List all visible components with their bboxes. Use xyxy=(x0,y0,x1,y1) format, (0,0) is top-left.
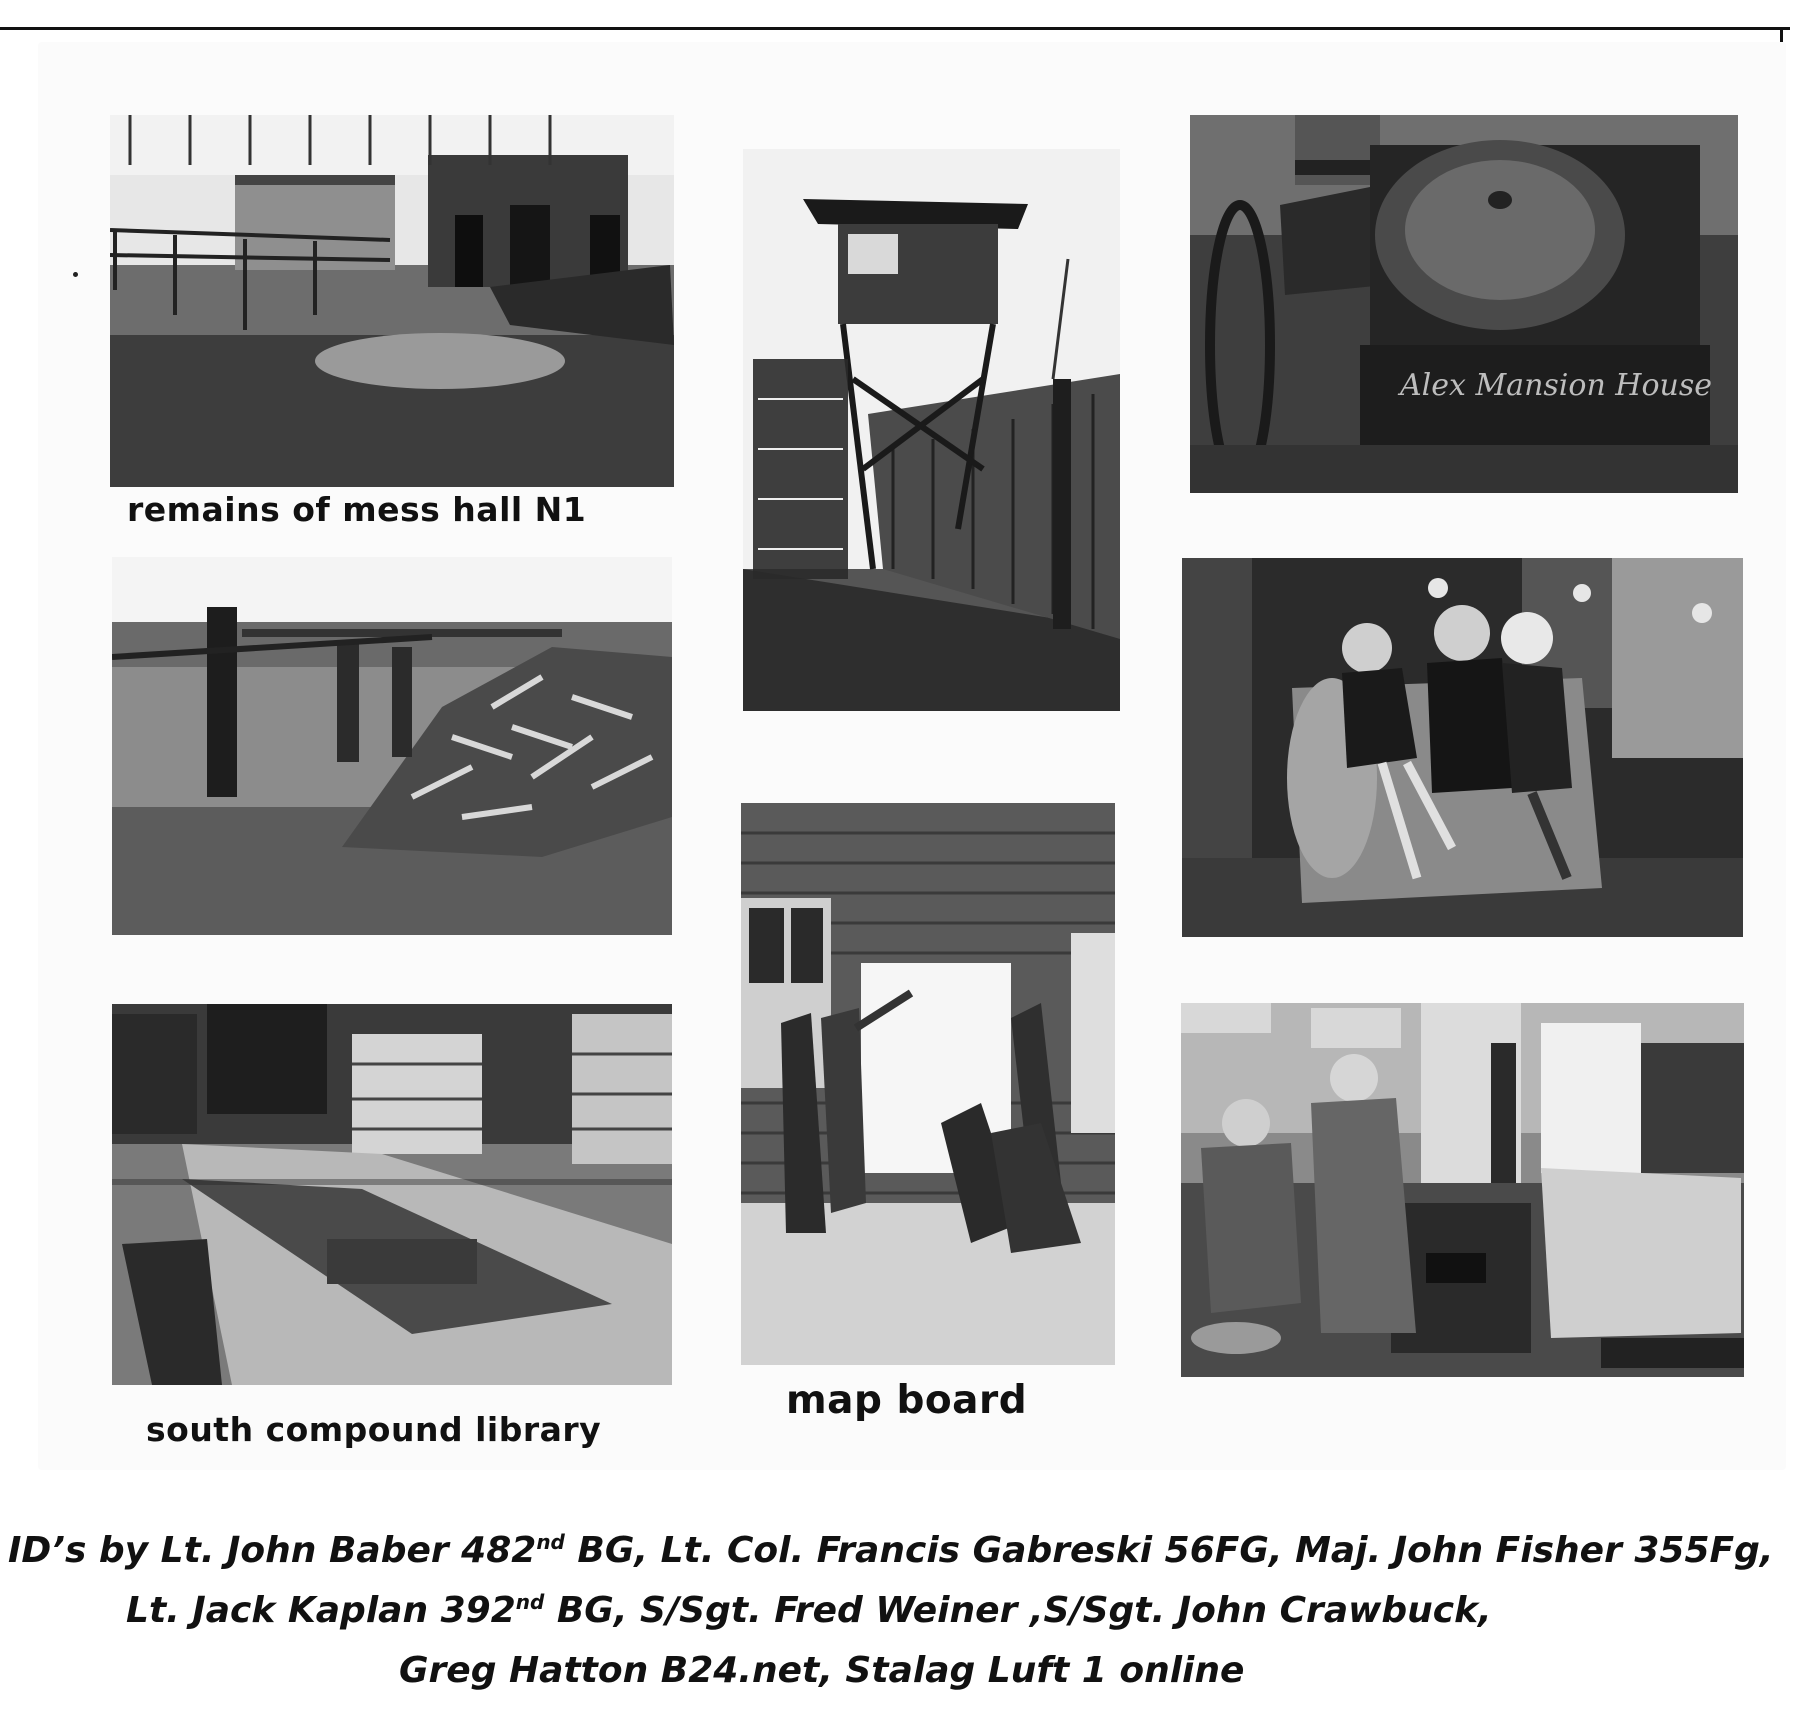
credits-line-1-b: BG, Lt. Col. Francis Gabreski 56FG, Maj. John Fisher 355Fg, xyxy=(564,1530,1774,1571)
speck xyxy=(73,272,78,277)
photo-map-board xyxy=(741,803,1115,1365)
credits-line-1-a: ID’s by Lt. John Baber 482 xyxy=(8,1530,537,1571)
photo-theatre xyxy=(1182,558,1743,937)
credits-line-2-a: Lt. Jack Kaplan 392 xyxy=(126,1590,516,1631)
woodpile-image xyxy=(112,557,672,935)
top-rule xyxy=(0,27,1790,30)
caption-map-board: map board xyxy=(786,1378,1028,1423)
credits-line-2-b: BG, S/Sgt. Fred Weiner ,S/Sgt. John Crawbuck, xyxy=(544,1590,1492,1631)
credits-line-2-sup: nd xyxy=(515,1590,545,1614)
mess-hall-image xyxy=(110,115,674,487)
credits-line-2 xyxy=(126,1590,1800,1631)
library-image xyxy=(112,1004,672,1385)
credits-line-1 xyxy=(8,1530,1800,1571)
caption-mess-hall: remains of mess hall N1 xyxy=(127,490,587,529)
photo-library xyxy=(112,1004,672,1385)
credits-line-3-text: Greg Hatton B24.net, Stalag Luft 1 online xyxy=(399,1650,1245,1691)
photo-guard-tower xyxy=(743,149,1120,711)
kitchen-image xyxy=(1181,1003,1744,1377)
guard-tower-image xyxy=(743,149,1120,711)
photo-woodpile xyxy=(112,557,672,935)
top-rule-cap xyxy=(1780,28,1783,42)
theatre-image xyxy=(1182,558,1743,937)
photo-mess-hall xyxy=(110,115,674,487)
caption-library: south compound library xyxy=(146,1410,602,1449)
stove-image xyxy=(1190,115,1738,493)
photo-stove xyxy=(1190,115,1738,493)
stove-lettering: Alex Mansion House xyxy=(1400,368,1712,403)
map-board-image xyxy=(741,803,1115,1365)
credits-line-3 xyxy=(399,1650,1800,1691)
photo-kitchen xyxy=(1181,1003,1744,1377)
credits-line-1-sup: nd xyxy=(536,1530,565,1554)
